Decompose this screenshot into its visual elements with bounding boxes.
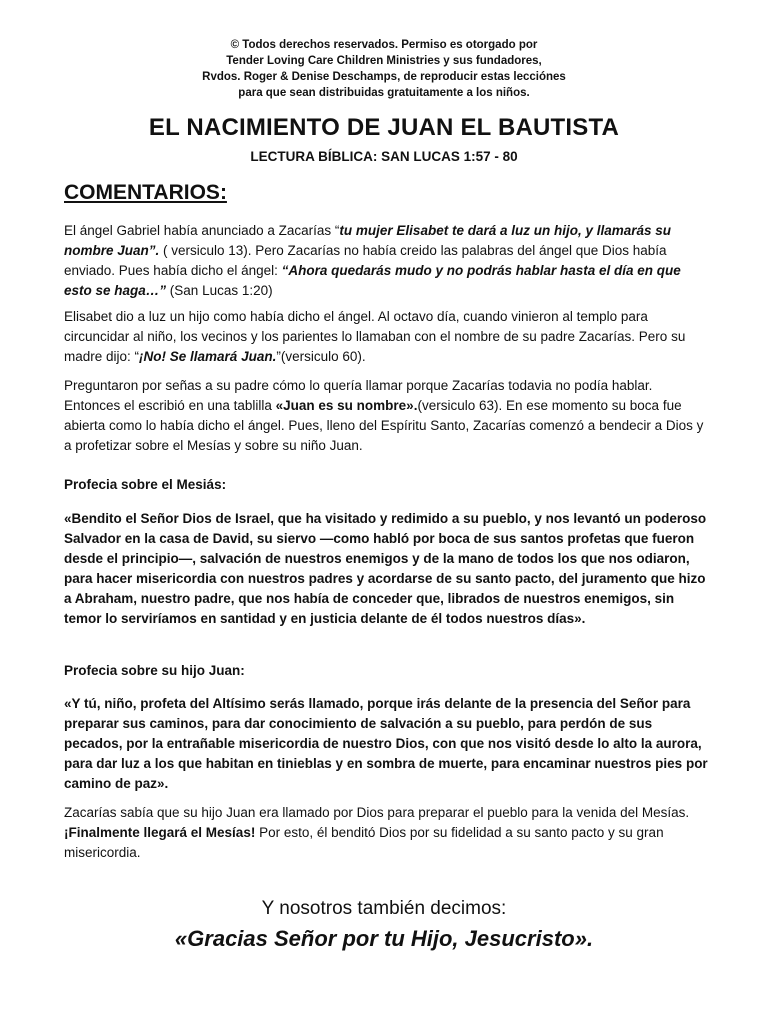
copyright-notice [0,37,768,101]
tablet-quote: «Juan es su nombre». [275,398,418,413]
prophecy-john-text: «Y tú, niño, profeta del Altísimo serás llamado, porque irás delante de la presencia del Señor para preparar sus caminos, para dar conocimiento de salvación a su pueblo, para perdón de sus pecados, por la entrañable misericordia de nuestro Dios, con que nos visitó desde lo alto la aurora, para dar luz a los que habitan en tinieblas y en sombra de muerte, para encaminar nuestros pies por camino de paz». [64,696,708,791]
elisabet-quote: ¡No! Se llamará Juan. [139,349,277,364]
text-run: (San Lucas 1:20) [166,283,273,298]
page-title: EL NACIMIENTO DE JUAN EL BAUTISTA [148,114,620,141]
copyright-line: © Todos derechos reservados. Permiso es otorgado por [230,39,538,51]
paragraph-conclusion [64,803,709,863]
text-run: Por esto, él benditó Dios por su fidelidad a su santo pacto y su gran misericordia. [64,825,664,860]
messiah-exclamation: ¡Finalmente llegará el Mesías! [64,825,256,840]
section-heading: COMENTARIOS: [64,181,227,204]
text-run: ( versiculo 13). Pero Zacarías no había creido las palabras del ángel que Dios había enviado. Pues había dicho el ángel: [64,243,667,278]
closing-prayer: «Gracias Señor por tu Hijo, Jesucristo». [174,926,594,951]
copyright-line: para que sean distribuidas gratuitamente a los niños. [238,87,530,99]
copyright-line: Rvdos. Roger & Denise Deschamps, de reproducir estas lecciónes [202,71,566,83]
prophecy-messiah-text: «Bendito el Señor Dios de Israel, que ha visitado y redimido a su pueblo, y nos levantó un poderoso Salvador en la casa de David, su siervo —como habló por boca de sus santos profetas que fueron desde el principio—, salvación de nuestros enemigos y de la mano de todos los que nos odiaron, para hacer misericordia con nuestros padres y acordarse de su santo pacto, del juramento que hizo a Abraham, nuestro padre, que nos había de conceder que, librados de nuestros enemigos, sin temor lo serviríamos en santidad y en justicia delante de él todos nuestros días». [64,511,707,626]
angel-quote: tu mujer Elisabet te dará a luz un hijo, y llamarás su nombre Juan”. [64,223,672,258]
bible-reading-reference: LECTURA BÍBLICA: SAN LUCAS 1:57 - 80 [250,149,518,164]
text-run: El ángel Gabriel había anunciado a Zacarías “ [64,223,340,238]
text-run: Elisabet dio a luz un hijo como había dicho el ángel. Al octavo día, cuando vinieron al templo para circuncidar al niño, los vecinos y los parientes lo llamaban con el nombre de su padre Zacarías. Pero su madre dijo: “ [64,309,686,364]
text-run: (versiculo 63). En ese momento su boca fue abierta como lo había dicho el ángel. Pues, lleno del Espíritu Santo, Zacarías comenzó a bendecir a Dios y a profetizar sobre el Mesías y sobre su niño Juan. [64,398,704,453]
text-run: Zacarías sabía que su hijo Juan era llamado por Dios para preparar el pueblo para la venida del Mesías. [64,805,690,820]
angel-quote-mute: “Ahora quedarás mudo y no podrás hablar hasta el día en que esto se haga…” [64,263,681,298]
subheading-messiah-prophecy: Profecia sobre el Mesiás: [64,477,227,492]
paragraph-naming [64,376,709,456]
paragraph-birth-of-john [64,307,709,367]
paragraph-gabriel-announcement [64,221,709,301]
subheading-john-prophecy: Profecia sobre su hijo Juan: [64,663,245,678]
copyright-line: Tender Loving Care Children Ministries y sus fundadores, [226,55,542,67]
text-run: Preguntaron por señas a su padre cómo lo quería llamar porque Zacarías todavia no podía hablar. Entonces el escribió en una tablilla [64,378,653,413]
closing-line: Y nosotros también decimos: [261,898,507,919]
text-run: ”(versiculo 60). [276,349,366,364]
